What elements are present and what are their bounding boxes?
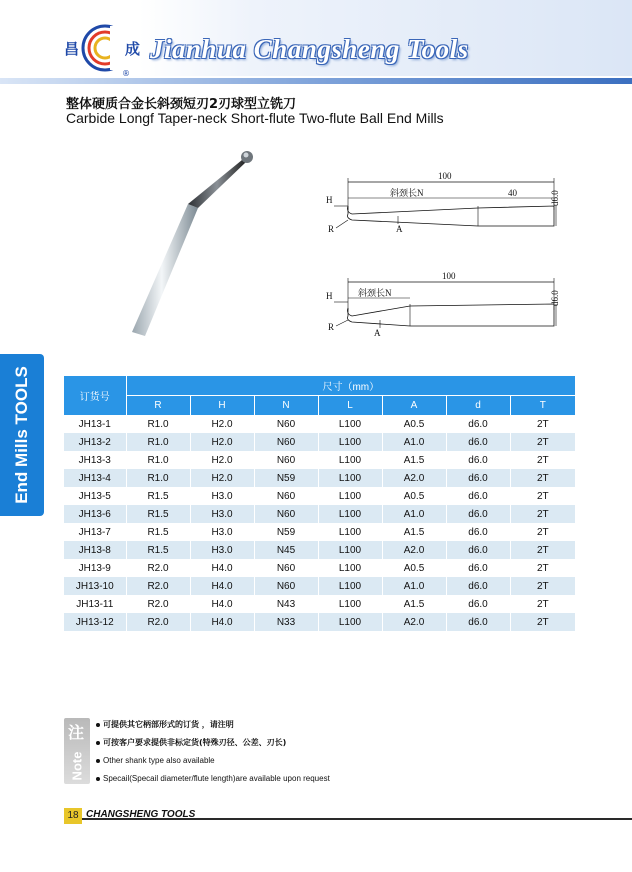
order-number-cell: JH13-12 xyxy=(64,613,126,631)
size-header: 尺寸（mm） xyxy=(126,376,575,396)
table-row xyxy=(64,613,575,631)
table-cell: N60 xyxy=(254,415,318,433)
note-text: 可按客户要求提供非标定货(特殊刃径、公差、刃长) xyxy=(103,738,287,747)
table-cell: d6.0 xyxy=(446,451,510,469)
table-cell: d6.0 xyxy=(446,433,510,451)
table-cell: L100 xyxy=(318,595,382,613)
note-text: 可提供其它柄部形式的订货 ，请注明 xyxy=(103,720,234,729)
table-cell: A2.0 xyxy=(382,469,446,487)
table-cell: H2.0 xyxy=(190,469,254,487)
table-cell: R1.0 xyxy=(126,433,190,451)
table-cell: d6.0 xyxy=(446,415,510,433)
notes-list xyxy=(96,716,330,788)
drawing1-shank-label: 40 xyxy=(508,188,517,198)
table-cell: L100 xyxy=(318,433,382,451)
table-cell: R1.0 xyxy=(126,415,190,433)
table-cell: H2.0 xyxy=(190,415,254,433)
table-cell: d6.0 xyxy=(446,505,510,523)
table-row xyxy=(64,451,575,469)
table-cell: A1.5 xyxy=(382,451,446,469)
table-cell: A1.0 xyxy=(382,577,446,595)
order-number-cell: JH13-10 xyxy=(64,577,126,595)
table-cell: N43 xyxy=(254,595,318,613)
drawing1-h-label: H xyxy=(326,195,333,205)
column-header: N xyxy=(254,396,318,416)
bullet-icon xyxy=(96,741,100,745)
column-header-row xyxy=(64,396,575,416)
order-number-cell: JH13-4 xyxy=(64,469,126,487)
table-cell: R1.5 xyxy=(126,523,190,541)
order-number-cell: JH13-7 xyxy=(78,526,111,538)
brand-name: Jianhua Changsheng Tools xyxy=(150,34,469,64)
dimension-drawing-2 xyxy=(318,270,568,340)
drawing2-length-label: 100 xyxy=(442,271,456,281)
table-cell: R1.5 xyxy=(126,505,190,523)
logo-registered-mark: ® xyxy=(122,69,130,78)
table-row xyxy=(64,559,575,577)
drawing2-neck-label: 斜颈长N xyxy=(358,288,392,298)
table-cell: R2.0 xyxy=(126,577,190,595)
table-cell: 2T xyxy=(510,433,575,451)
order-number-cell: JH13-2 xyxy=(64,433,126,451)
side-tab-label: End Mills TOOLS xyxy=(12,366,31,504)
order-number-cell: JH13-11 xyxy=(76,598,114,610)
table-row xyxy=(64,523,575,541)
page-number: 18 xyxy=(64,808,82,824)
table-row xyxy=(64,577,575,595)
table-cell: d6.0 xyxy=(446,541,510,559)
drawing1-neck-label: 斜颈长N xyxy=(390,188,424,198)
dimension-drawing-1 xyxy=(318,170,568,240)
table-cell: A1.0 xyxy=(382,505,446,523)
order-number-cell: JH13-1 xyxy=(78,418,111,430)
table-cell: H2.0 xyxy=(190,433,254,451)
table-cell: d6.0 xyxy=(446,487,510,505)
table-cell: A1.5 xyxy=(382,523,446,541)
table-cell: A2.0 xyxy=(382,613,446,631)
table-cell: N60 xyxy=(254,505,318,523)
table-row xyxy=(64,487,575,505)
table-cell: 2T xyxy=(510,595,575,613)
table-cell: R1.5 xyxy=(126,487,190,505)
table-cell: N60 xyxy=(254,433,318,451)
drawing1-length-label: 100 xyxy=(438,171,452,181)
logo-char-left: 昌 xyxy=(64,40,80,58)
table-cell: 2T xyxy=(510,559,575,577)
page-title-english: Carbide Longf Taper-neck Short-flute Two-flute Ball End Mills xyxy=(66,110,444,126)
column-header: T xyxy=(510,396,575,416)
table-cell: A0.5 xyxy=(382,559,446,577)
note-label-english: Note xyxy=(69,751,85,781)
column-header: L xyxy=(318,396,382,416)
table-cell: 2T xyxy=(510,487,575,505)
drawing2-a-label: A xyxy=(374,328,381,338)
table-cell: N60 xyxy=(254,577,318,595)
spec-table xyxy=(64,376,575,631)
page-title-chinese: 整体硬质合金长斜颈短刃2刃球型立铣刀 xyxy=(66,97,297,112)
table-cell: L100 xyxy=(318,505,382,523)
order-number-cell: JH13-9 xyxy=(78,562,111,574)
header-rule xyxy=(0,78,632,84)
order-number-cell: JH13-3 xyxy=(78,454,111,466)
table-cell: H2.0 xyxy=(190,451,254,469)
order-number-cell: JH13-6 xyxy=(64,505,126,523)
table-cell: L100 xyxy=(318,469,382,487)
table-cell: d6.0 xyxy=(446,559,510,577)
note-item xyxy=(96,770,330,788)
section-side-tab xyxy=(0,354,44,516)
logo-char-right: 成 xyxy=(125,40,141,58)
table-cell: A0.5 xyxy=(382,487,446,505)
table-cell: L100 xyxy=(318,415,382,433)
table-cell: N60 xyxy=(254,487,318,505)
drawing2-h-label: H xyxy=(326,291,333,301)
table-cell: L100 xyxy=(318,487,382,505)
table-row xyxy=(64,595,575,613)
note-text: Other shank type also available xyxy=(103,756,215,765)
table-cell: R2.0 xyxy=(126,595,190,613)
drawing1-r-label: R xyxy=(328,224,335,234)
table-cell: L100 xyxy=(318,523,382,541)
table-cell: 2T xyxy=(510,469,575,487)
end-mill-image xyxy=(118,140,278,340)
table-cell: L100 xyxy=(318,541,382,559)
table-row xyxy=(64,541,575,559)
table-row xyxy=(64,415,575,433)
table-cell: 2T xyxy=(510,505,575,523)
table-cell: 2T xyxy=(510,523,575,541)
drawing1-a-label: A xyxy=(396,224,403,234)
table-cell: d6.0 xyxy=(446,469,510,487)
column-header: H xyxy=(190,396,254,416)
table-cell: 2T xyxy=(510,451,575,469)
table-cell: H4.0 xyxy=(190,613,254,631)
table-cell: R2.0 xyxy=(126,559,190,577)
bullet-icon xyxy=(96,759,100,763)
table-cell: A2.0 xyxy=(382,541,446,559)
column-header: A xyxy=(382,396,446,416)
table-cell: A1.5 xyxy=(382,595,446,613)
table-row xyxy=(64,469,575,487)
page-header xyxy=(0,0,632,84)
table-cell: 2T xyxy=(510,613,575,631)
table-cell: H3.0 xyxy=(190,541,254,559)
table-row xyxy=(64,433,575,451)
note-label-chinese: 注 xyxy=(68,723,85,742)
table-cell: d6.0 xyxy=(446,595,510,613)
table-cell: N59 xyxy=(254,523,318,541)
table-cell: H3.0 xyxy=(190,505,254,523)
table-cell: H3.0 xyxy=(190,487,254,505)
table-cell: H4.0 xyxy=(190,577,254,595)
drawing2-r-label: R xyxy=(328,322,335,332)
drawing1-diameter-label: d6.0 xyxy=(550,190,560,206)
table-cell: d6.0 xyxy=(446,613,510,631)
table-cell: H4.0 xyxy=(190,559,254,577)
table-cell: L100 xyxy=(318,451,382,469)
column-header: d xyxy=(446,396,510,416)
table-cell: R1.0 xyxy=(126,469,190,487)
order-number-cell: JH13-5 xyxy=(78,490,111,502)
table-cell: N59 xyxy=(254,469,318,487)
table-cell: A0.5 xyxy=(382,415,446,433)
note-label-box xyxy=(64,718,90,784)
table-cell: N33 xyxy=(254,613,318,631)
order-number-header: 订货号 xyxy=(64,376,126,415)
table-cell: 2T xyxy=(510,415,575,433)
order-number-cell: JH13-8 xyxy=(64,541,126,559)
table-cell: d6.0 xyxy=(446,523,510,541)
footer-brand: CHANGSHENG TOOLS xyxy=(86,809,196,820)
table-cell: H3.0 xyxy=(190,523,254,541)
table-cell: 2T xyxy=(510,577,575,595)
table-cell: A1.0 xyxy=(382,433,446,451)
table-cell: L100 xyxy=(318,559,382,577)
drawing2-diameter-label: d6.0 xyxy=(550,290,560,306)
table-cell: 2T xyxy=(510,541,575,559)
table-cell: R1.0 xyxy=(126,451,190,469)
bullet-icon xyxy=(96,723,100,727)
table-cell: N60 xyxy=(254,559,318,577)
table-cell: R2.0 xyxy=(126,613,190,631)
bullet-icon xyxy=(96,777,100,781)
note-item xyxy=(96,716,330,734)
table-cell: N60 xyxy=(254,451,318,469)
column-header: R xyxy=(126,396,190,416)
table-cell: R1.5 xyxy=(126,541,190,559)
table-cell: N45 xyxy=(254,541,318,559)
table-cell: H4.0 xyxy=(190,595,254,613)
table-cell: L100 xyxy=(318,613,382,631)
note-text: Specail(Specail diameter/flute length)are available upon request xyxy=(103,774,330,783)
table-row xyxy=(64,505,575,523)
note-item xyxy=(96,734,330,752)
table-cell: L100 xyxy=(318,577,382,595)
note-item xyxy=(96,752,330,770)
table-cell: d6.0 xyxy=(446,577,510,595)
